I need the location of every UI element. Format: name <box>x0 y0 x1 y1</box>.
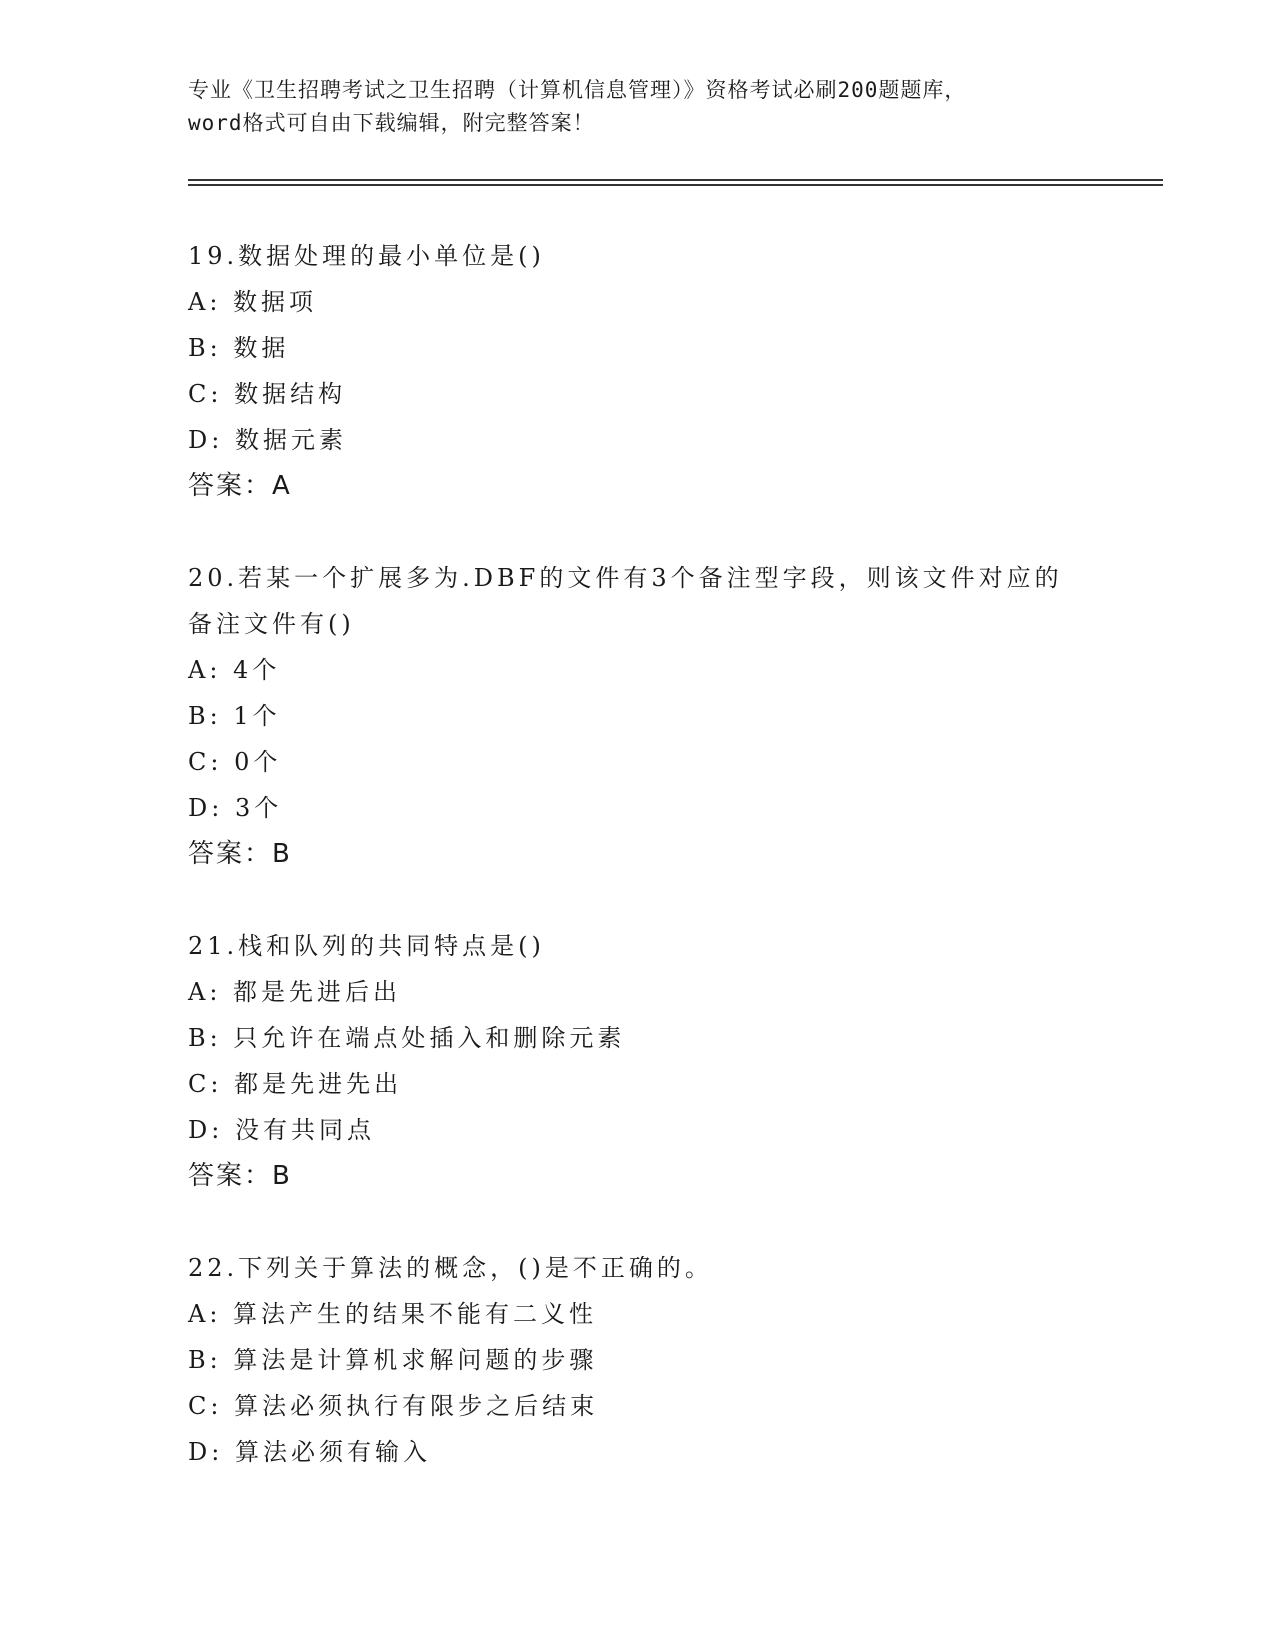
header-line-1: 专业《卫生招聘考试之卫生招聘（计算机信息管理）》资格考试必刷200题题库， <box>188 78 967 102</box>
question-21 <box>188 923 1148 1199</box>
option-d: D: 没有共同点 <box>188 1116 375 1144</box>
document-header <box>188 74 1088 140</box>
option-b: B: 只允许在端点处插入和删除元素 <box>188 1024 626 1052</box>
option-c: C: 算法必须执行有限步之后结束 <box>188 1392 599 1420</box>
option-a: A: 都是先进后出 <box>188 978 402 1006</box>
question-stem: 20.若某一个扩展多为.DBF的文件有3个备注型字段，则该文件对应的 <box>188 564 1063 592</box>
answer-line: 答案：B <box>188 1161 292 1191</box>
question-19 <box>188 233 1148 509</box>
option-a: A: 数据项 <box>188 288 318 316</box>
option-b: B: 1个 <box>188 702 281 730</box>
question-stem: 19.数据处理的最小单位是() <box>188 242 545 270</box>
option-b: B: 算法是计算机求解问题的步骤 <box>188 1346 598 1374</box>
option-b: B: 数据 <box>188 334 290 362</box>
answer-line: 答案：B <box>188 839 292 869</box>
option-d: D: 数据元素 <box>188 426 347 454</box>
header-divider-bottom <box>188 184 1163 186</box>
question-22 <box>188 1245 1148 1475</box>
option-a: A: 4个 <box>188 656 281 684</box>
question-stem: 21.栈和队列的共同特点是() <box>188 932 545 960</box>
option-d: D: 3个 <box>188 794 283 822</box>
question-stem: 22.下列关于算法的概念，()是不正确的。 <box>188 1254 713 1282</box>
question-20 <box>188 555 1148 877</box>
header-divider-top <box>188 179 1163 181</box>
option-a: A: 算法产生的结果不能有二义性 <box>188 1300 598 1328</box>
question-stem-continued: 备注文件有() <box>188 610 355 638</box>
answer-line: 答案：A <box>188 471 292 501</box>
header-line-2: word格式可自由下载编辑，附完整答案！ <box>188 111 595 135</box>
option-c: C: 0个 <box>188 748 282 776</box>
option-c: C: 数据结构 <box>188 380 347 408</box>
option-c: C: 都是先进先出 <box>188 1070 403 1098</box>
option-d: D: 算法必须有输入 <box>188 1438 431 1466</box>
question-list <box>188 233 1148 1521</box>
